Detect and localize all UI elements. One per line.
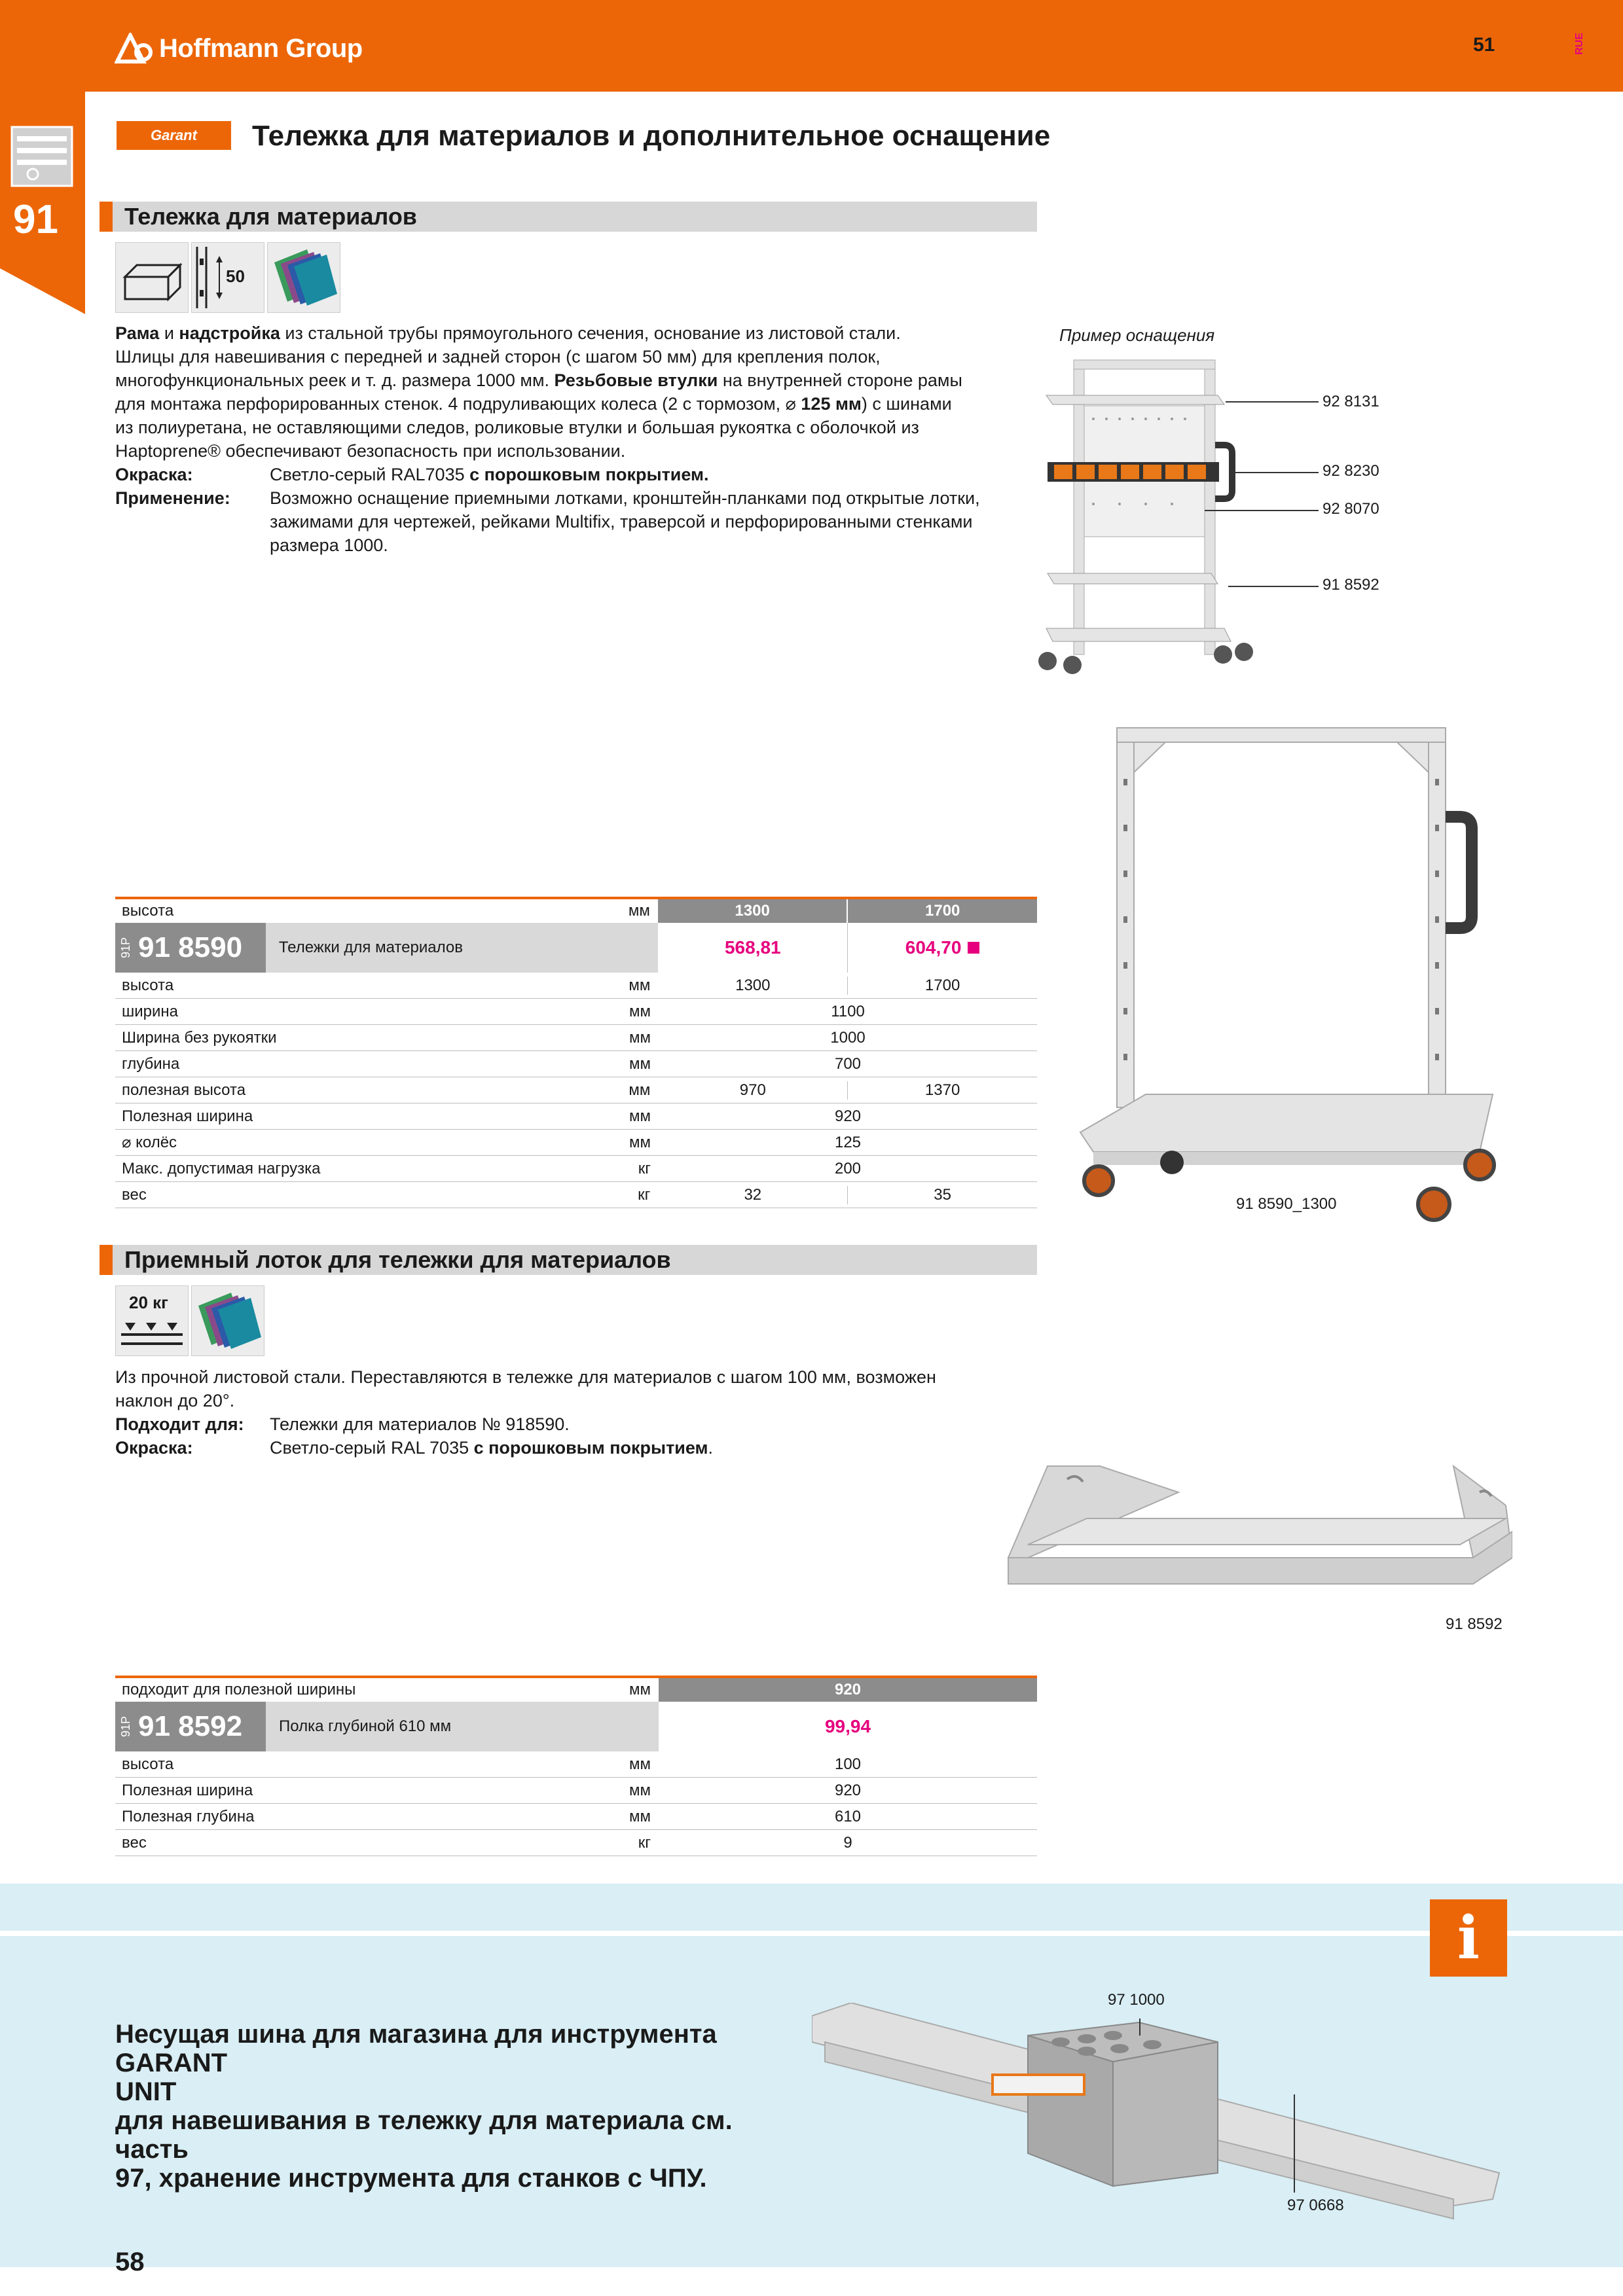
table-row: Полезная ширина мм 920 [115, 1778, 1037, 1804]
paint-spec: Окраска: Светло-серый RAL 7035 с порошковым покрытием. [115, 1438, 714, 1458]
article-number: 91P 91 8592 [115, 1702, 266, 1751]
cart-photo-caption: 91 8590_1300 [1236, 1195, 1337, 1213]
load-capacity-icon [115, 1285, 189, 1356]
tube-profile-icon [115, 242, 189, 313]
table-row: вес кг 32 35 [115, 1182, 1037, 1208]
callout-928230: 92 8230 [1322, 462, 1379, 480]
new-marker-icon [968, 942, 979, 954]
table-header-row: высота мм 1300 1700 [115, 897, 1037, 923]
cart-description [115, 321, 1045, 557]
slot-pitch-label: 50 [226, 266, 245, 286]
feature-icons [115, 242, 340, 313]
page-number-bottom: 58 [115, 2248, 145, 2276]
table-row: Макс. допустимая нагрузка кг 200 [115, 1156, 1037, 1182]
table-row: вес кг 9 [115, 1830, 1037, 1856]
callout-line [1139, 2018, 1140, 2036]
article-number: 91P 91 8590 [115, 923, 266, 973]
page-title: Тележка для материалов и дополнительное оснащение [252, 120, 1051, 152]
article-row-918592[interactable] [115, 1702, 1037, 1751]
hoffmann-logo-icon [115, 33, 154, 64]
callout-928131: 92 8131 [1322, 393, 1379, 410]
callout-line [1226, 401, 1319, 403]
paint-spec: Окраска: Светло-серый RAL7035 с порошковым покрытием. [115, 465, 709, 484]
section-header-tray [100, 1245, 1037, 1275]
color-swatches-icon [191, 1285, 264, 1356]
example-caption: Пример оснащения [1059, 325, 1215, 345]
tray-product-image [1002, 1446, 1512, 1604]
callout-line [1294, 2094, 1295, 2193]
article-desc: Полка глубиной 610 мм [266, 1702, 659, 1751]
garant-label: Garant [151, 127, 197, 143]
callout-line [1231, 472, 1319, 473]
tool-rail-image [812, 2003, 1506, 2238]
usage-spec: Применение: Возможно оснащение приемными лотками, кронштейн-планками под открытые лотки, зажимами для чертежей, рейками Multifix, траверсой и перфорированными стенками размера 1000. [115, 488, 980, 555]
cart-spec-table [115, 897, 1037, 1208]
table-row: Полезная ширина мм 920 [115, 1103, 1037, 1130]
tray-description [115, 1365, 1045, 1460]
brand-name: Hoffmann Group [159, 33, 363, 63]
chapter-number: 91 [13, 197, 58, 242]
section-title: Приемный лоток для тележки для материалов [124, 1246, 671, 1273]
callout-970668: 97 0668 [1287, 2197, 1344, 2214]
desc-line: многофункциональных реек и т. д. размера 1000 мм. Резьбовые втулки на внутренней стороне рамы [115, 370, 962, 390]
info-divider [0, 1931, 1623, 1936]
table-row: полезная высота мм 970 1370 [115, 1077, 1037, 1103]
table-row: ширина мм 1100 [115, 999, 1037, 1025]
garant-logo [117, 121, 231, 150]
load-capacity-label: 20 кг [129, 1293, 168, 1312]
info-text: Несущая шина для магазина для инструмента GARANT UNIT для навешивания в тележку для материала см. часть 97, хранение инструмента для станков с ЧПУ. [115, 2020, 733, 2193]
language-code: RUE [1574, 33, 1585, 55]
desc-line: из полиуретана, не оставляющими следов, роликовые втулки и большая рукоятка с оболочкой из [115, 418, 919, 437]
desc-line: Из прочной листовой стали. Переставляются в тележке для материалов с шагом 100 мм, возможен [115, 1367, 936, 1387]
fits-spec: Подходит для: Тележки для материалов № 918590. [115, 1414, 570, 1434]
article-row-918590[interactable] [115, 923, 1037, 973]
info-icon[interactable]: i [1430, 1899, 1507, 1977]
table-row: ⌀ колёс мм 125 [115, 1130, 1037, 1156]
table-row: Ширина без рукоятки мм 1000 [115, 1025, 1037, 1051]
table-header-row: подходит для полезной ширины мм 920 [115, 1676, 1037, 1702]
section-title: Тележка для материалов [124, 203, 417, 230]
callout-918592: 91 8592 [1322, 576, 1379, 594]
callout-971000: 97 1000 [1108, 1991, 1165, 2009]
section-header-cart [100, 202, 1037, 232]
tray-spec-table [115, 1676, 1037, 1856]
article-desc: Тележки для материалов [266, 923, 659, 973]
slot-pitch-icon [191, 242, 264, 313]
desc-line: Шлицы для навешивания с передней и задней сторон (с шагом 50 мм) для крепления полок, [115, 347, 881, 367]
callout-line [1228, 586, 1319, 587]
desc-line: для монтажа перфорированных стенок. 4 подруливающих колеса (2 с тормозом, ⌀ 125 мм) с шинами [115, 394, 952, 414]
cart-product-image [1067, 720, 1512, 1244]
table-row: глубина мм 700 [115, 1051, 1037, 1077]
price-1300: 568,81 [658, 923, 847, 973]
tray-photo-caption: 91 8592 [1446, 1615, 1503, 1633]
desc-line: наклон до 20°. [115, 1391, 235, 1410]
table-row: Полезная глубина мм 610 [115, 1804, 1037, 1830]
price-1700: 604,70 [847, 923, 1037, 973]
tray-feature-icons [115, 1285, 264, 1356]
color-swatches-icon [267, 242, 340, 313]
page-number-top: 51 [1473, 34, 1495, 56]
desc-line: Рама и надстройка из стальной трубы прямоугольного сечения, основание из листовой стали. [115, 323, 901, 343]
callout-928070: 92 8070 [1322, 500, 1379, 518]
table-row: высота мм 100 [115, 1751, 1037, 1778]
brand-logo[interactable] [115, 29, 363, 68]
callout-line [1205, 510, 1319, 511]
desc-line: Haptoprene® обеспечивают безопасность при использовании. [115, 441, 626, 461]
table-row: высота мм 1300 1700 [115, 973, 1037, 999]
price-920: 99,94 [824, 1716, 871, 1736]
